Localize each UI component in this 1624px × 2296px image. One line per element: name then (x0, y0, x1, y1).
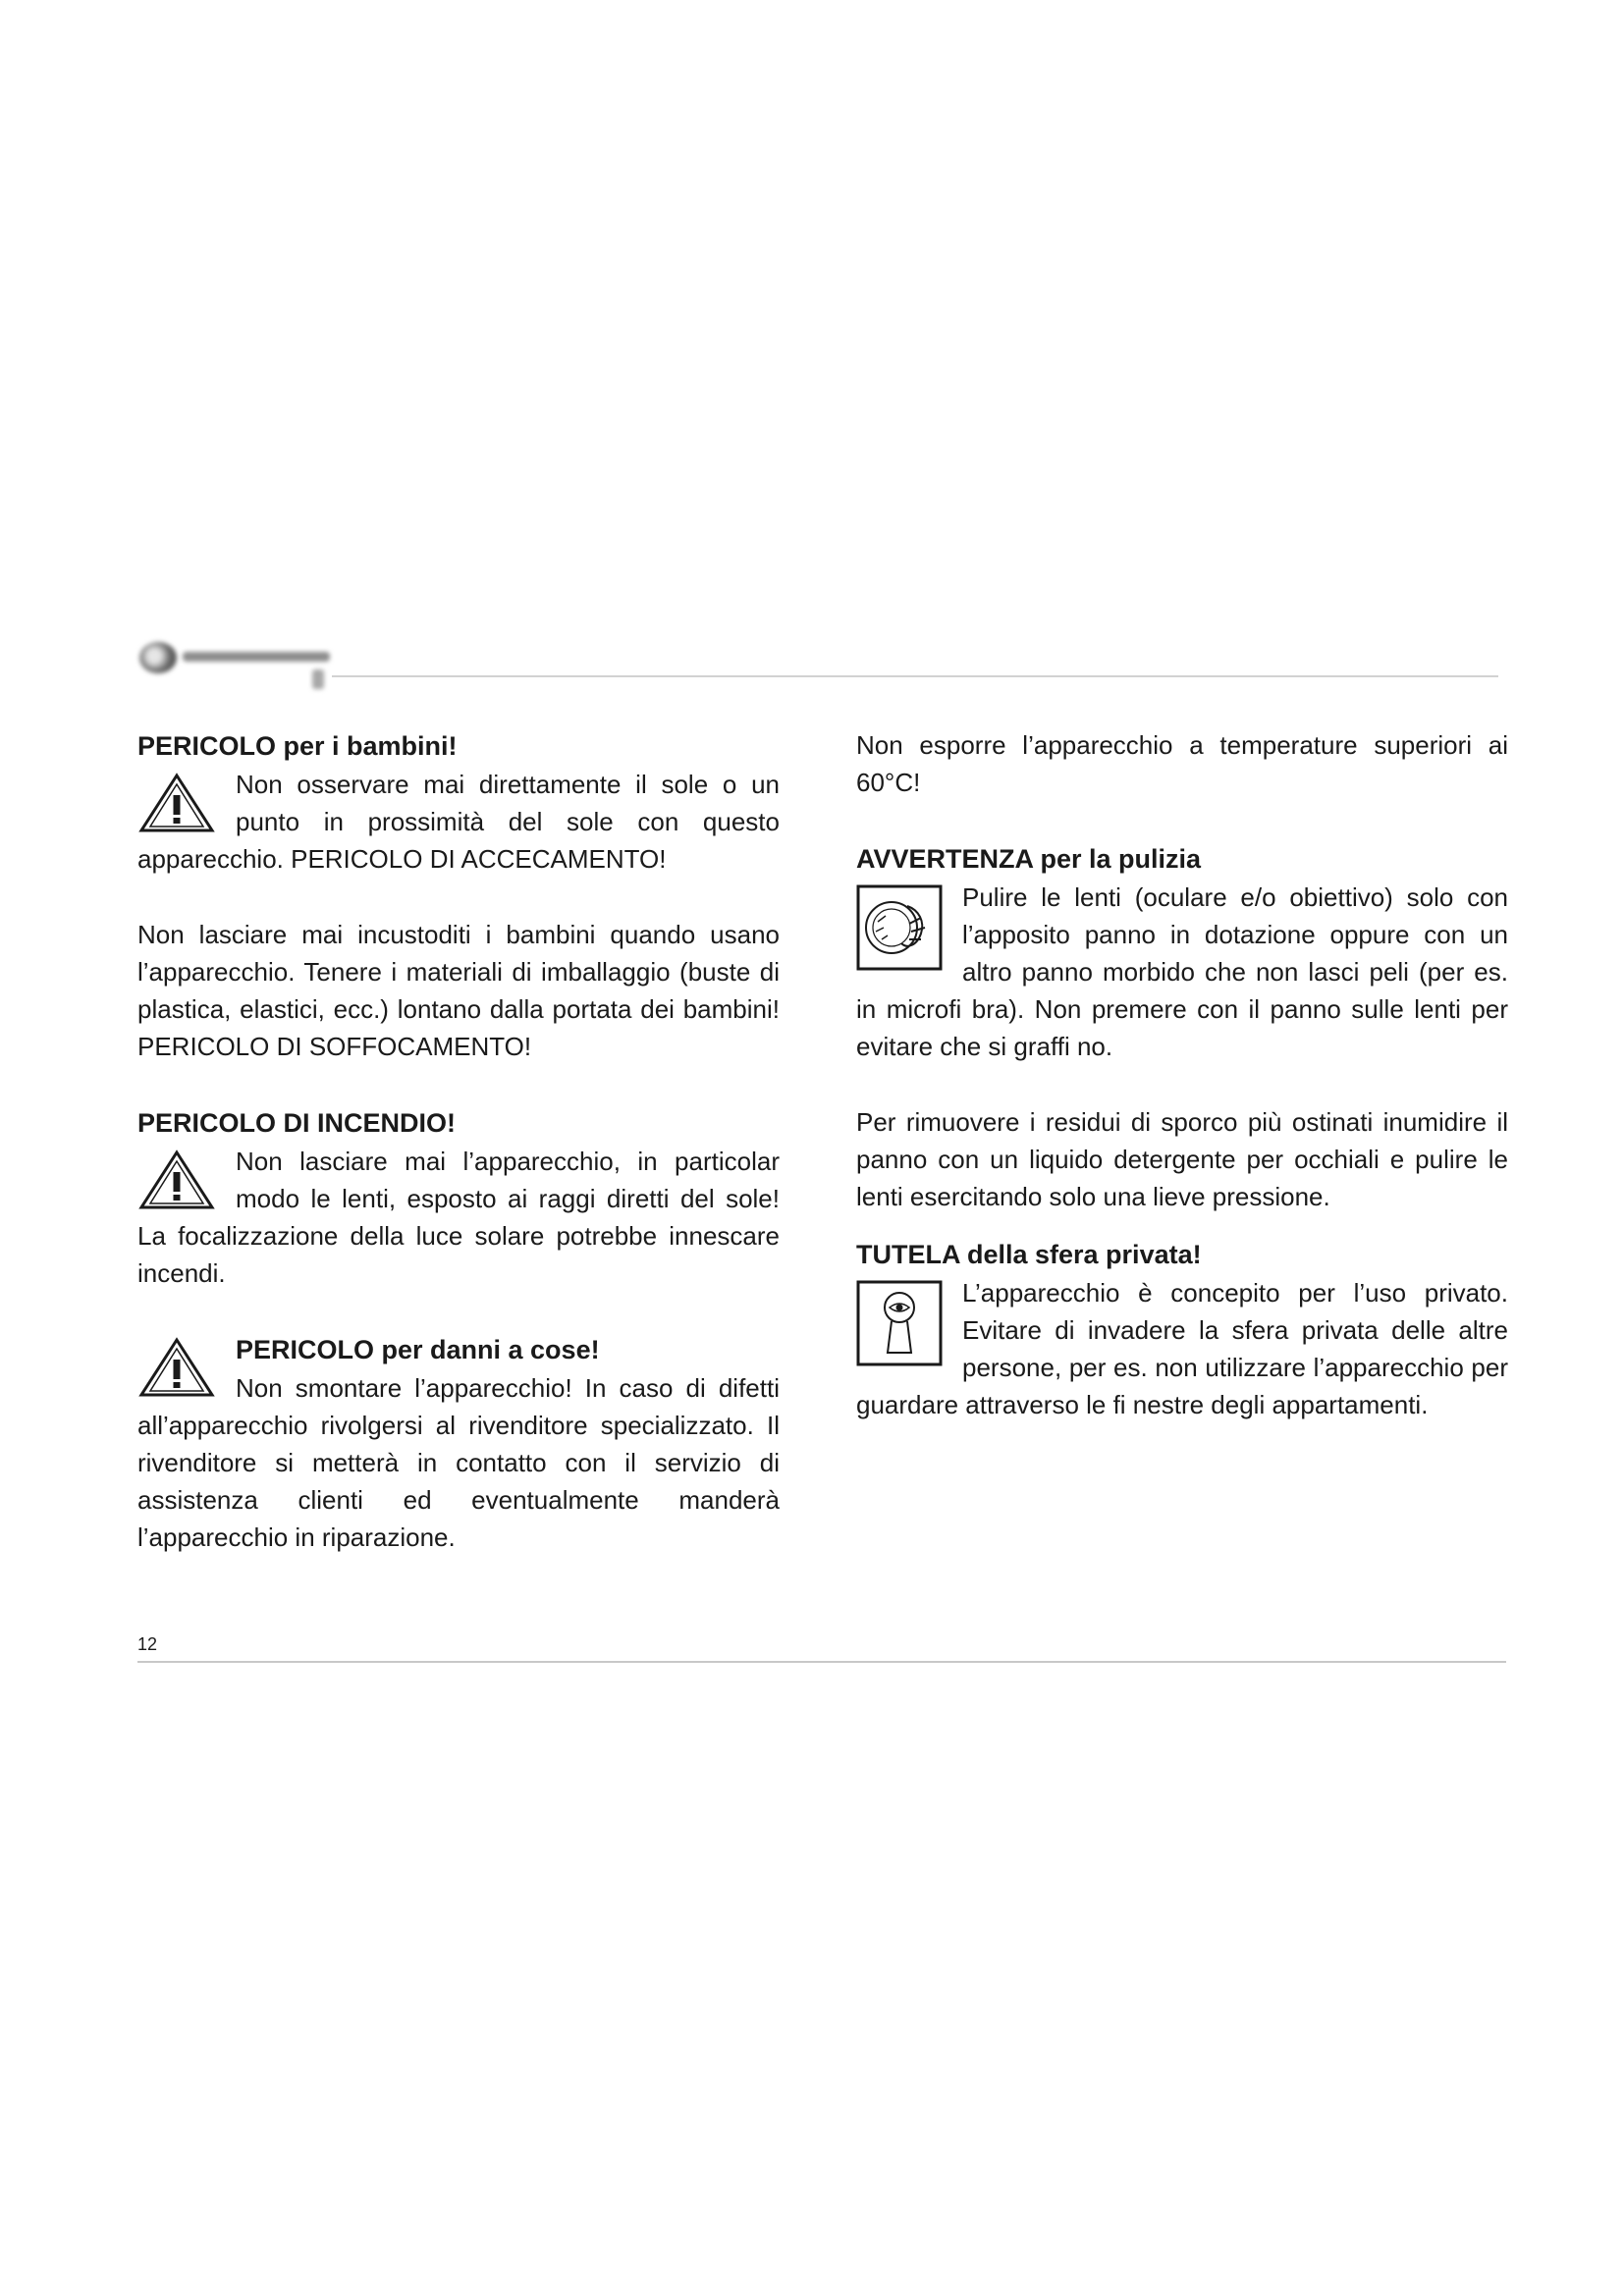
text-fire-danger: Non lasciare mai l’apparecchio, in particolar modo le lenti, esposto ai raggi diretti del sole! La focalizzazione della luce solare potrebbe innescare incendi. (137, 1147, 780, 1288)
text-temperature-warning: Non esporre l’apparecchio a temperature superiori ai 60°C! (856, 730, 1508, 797)
privacy-eye-keyhole-icon (856, 1280, 943, 1366)
text-danger-children: Non osservare mai direttamente il sole o un punto in prossimità del sole con questo apparecchio. PERICOLO DI ACCECAMENTO! (137, 770, 780, 874)
warning-triangle-icon (137, 1148, 216, 1211)
heading-cleaning-notice: AVVERTENZA per la pulizia (856, 844, 1202, 874)
heading-property-damage: PERICOLO per danni a cose! (236, 1335, 600, 1364)
text-stubborn-dirt: Per rimuovere i residui di sporco più ostinati inumidire il panno con un liquido detergente per occhiali e pulire le lenti esercitando solo una lieve pressione. (856, 1107, 1508, 1211)
text-children-supervision: Non lasciare mai incustoditi i bambini quando usano l’apparecchio. Tenere i materiali di imballaggio (buste di plastica, elastici, ecc.) lontano dalla portata dei bambini! PERICOLO DI SOFFOCAMENTO! (137, 920, 780, 1061)
heading-danger-children: PERICOLO per i bambini! (137, 731, 458, 761)
brand-logo (139, 636, 336, 695)
page-number: 12 (137, 1634, 158, 1654)
footer-divider (137, 1661, 1506, 1663)
warning-triangle-icon (137, 1336, 216, 1399)
left-column (137, 726, 780, 1556)
header-divider (332, 675, 1498, 677)
heading-privacy: TUTELA della sfera privata! (856, 1240, 1202, 1269)
right-column (856, 726, 1508, 1423)
text-cleaning-notice: Pulire le lenti (oculare e/o obiettivo) solo con l’apposito panno in dotazione oppure con un altro panno morbido che non lasci peli (per es. in microfi bra). Non premere con il panno sulle lenti per evitare che si graffi no. (856, 882, 1508, 1061)
cleaning-cloth-icon (856, 884, 943, 971)
warning-triangle-icon (137, 772, 216, 834)
text-privacy: L’apparecchio è concepito per l’uso privato. Evitare di invadere la sfera privata delle altre persone, per es. non utilizzare l’apparecchio per guardare attraverso le fi nestre degli appartamenti. (856, 1278, 1508, 1419)
heading-fire-danger: PERICOLO DI INCENDIO! (137, 1108, 457, 1138)
text-property-damage: Non smontare l’apparecchio! In caso di difetti all’apparecchio rivolgersi al rivenditore specializzato. Il rivenditore si metterà in contatto con il servizio di assistenza clienti ed eventualmente manderà l’apparecchio in riparazione. (137, 1373, 780, 1552)
